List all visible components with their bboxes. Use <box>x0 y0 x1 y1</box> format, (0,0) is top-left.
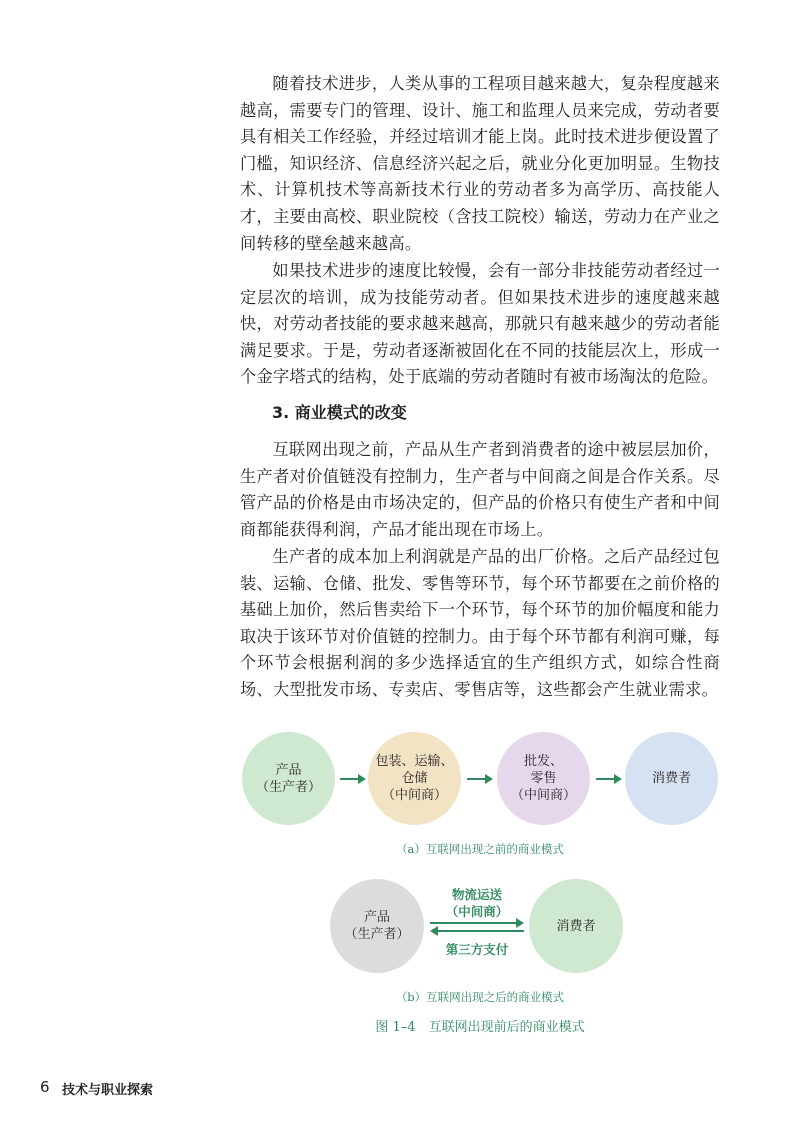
arrow-payment <box>432 930 524 932</box>
node-consumer-b <box>529 879 623 973</box>
node-consumer-a <box>625 732 718 825</box>
node-wholesale-line1: 批发、 <box>523 754 563 769</box>
paragraph-skill-pyramid: 如果技术进步的速度比较慢，会有一部分非技能劳动者经过一定层次的培训，成为技能劳动者。但如果技术进步的速度越来越快，对劳动者技能的要求越来越高，那就只有越来越少的劳动者能满足要求。于是，劳动者逐渐被固化在不同的技能层次上，形成一个金字塔式的结构，处于底端的劳动者随时有被市场淘汰的危险。 <box>240 261 720 387</box>
payment-label: 第三方支付 <box>445 942 509 957</box>
logistics-label <box>426 886 528 920</box>
node-wholesale <box>497 732 590 825</box>
figure-b-caption: （b）互联网出现之后的商业模式 <box>395 990 565 1004</box>
node-wholesale-line3: （中间商） <box>510 788 576 803</box>
arrow-logistics <box>430 922 522 924</box>
node-producer-line1: 产品 <box>275 762 302 778</box>
node-consumer-b-label: 消费者 <box>556 918 596 934</box>
node-producer <box>242 732 335 825</box>
paragraph-pre-internet: 互联网出现之前，产品从生产者到消费者的途中被层层加价，生产者对价值链没有控制力，生产者与中间商之间是合作关系。尽管产品的价格是由市场决定的，但产品的价格只有使生产者和中间商都能获得利润，产品才能出现在市场上。 <box>240 440 720 539</box>
node-producer-b <box>330 879 424 973</box>
node-packaging-line2: 仓储 <box>401 771 428 786</box>
node-wholesale-line2: 零售 <box>530 771 557 786</box>
node-producer-b-line1: 产品 <box>363 910 390 925</box>
node-packaging-line3: （中间商） <box>381 788 447 803</box>
figure-title: 图 1–4 互联网出现前后的商业模式 <box>375 1020 585 1035</box>
figure-a-caption: （a）互联网出现之前的商业模式 <box>396 842 564 856</box>
node-producer-b-line2: （生产者） <box>344 927 410 942</box>
node-producer-line2: （生产者） <box>255 779 321 795</box>
paragraph-price-chain: 生产者的成本加上利润就是产品的出厂价格。之后产品经过包装、运输、仓储、批发、零售等环节，每个环节都要在之前价格的基础上加价，然后售卖给下一个环节，每个环节的加价幅度和能力取决于该环节对价值链的控制力。由于每个环节都有利润可赚，每个环节会根据利润的多少选择适宜的生产组织方式，如综合性商场、大型批发市场、专卖店、零售店等，这些都会产生就业需求。 <box>240 547 720 699</box>
arrow-1 <box>340 778 364 780</box>
paragraph-technology-barrier: 随着技术进步，人类从事的工程项目越来越大，复杂程度越来越高，需要专门的管理、设计、施工和监理人员来完成，劳动者要具有相关工作经验，并经过培训才能上岗。此时技术进步便设置了门槛，知识经济、信息经济兴起之后，就业分化更加明显。生物技术、计算机技术等高新技术行业的劳动者多为高学历、高技能人才，主要由高校、职业院校（含技工院校）输送，劳动力在产业之间转移的壁垒越来越高。 <box>240 74 720 253</box>
arrow-2 <box>467 778 491 780</box>
logistics-label-line2: （中间商） <box>445 904 509 919</box>
node-packaging-line1: 包装、运输、 <box>375 754 454 769</box>
page-number: 6 <box>40 1078 50 1096</box>
section-heading: 3. 商业模式的改变 <box>272 403 407 422</box>
logistics-label-line1: 物流运送 <box>451 887 502 902</box>
node-packaging <box>368 732 461 825</box>
book-title: 技术与职业探索 <box>62 1083 154 1098</box>
arrow-3 <box>596 778 620 780</box>
node-consumer-a-label: 消费者 <box>651 771 691 786</box>
